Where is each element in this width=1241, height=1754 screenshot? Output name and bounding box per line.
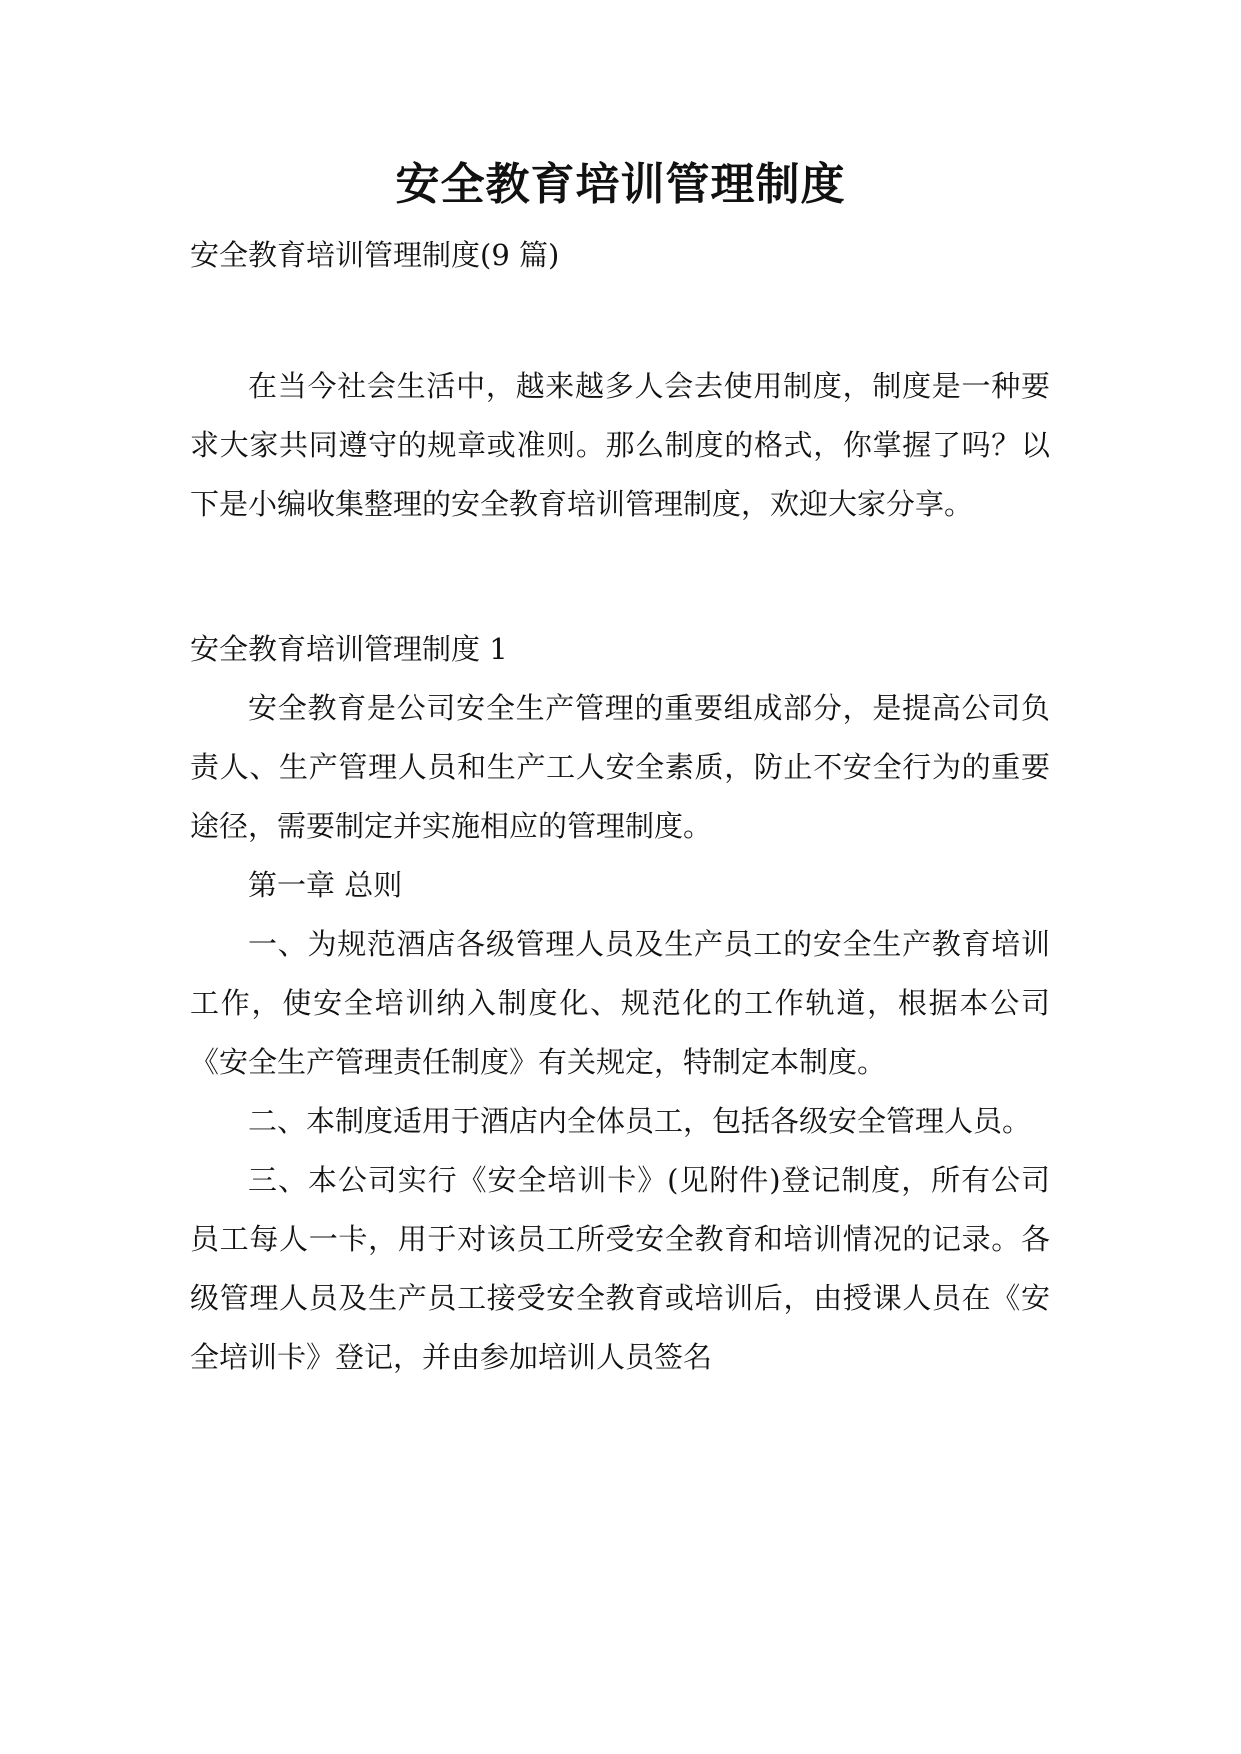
intro-paragraph: 在当今社会生活中，越来越多人会去使用制度，制度是一种要求大家共同遵守的规章或准则。那么制度的格式，你掌握了吗？以下是小编收集整理的安全教育培训管理制度，欢迎大家分享。 — [190, 369, 1050, 521]
document-title: 安全教育培训管理制度 — [395, 159, 846, 210]
paragraph-4: 三、本公司实行《安全培训卡》(见附件)登记制度，所有公司员工每人一卡，用于对该员工所受安全教育和培训情况的记录。各级管理人员及生产员工接受安全教育或培训后，由授课人员在《安全培训卡》登记，并由参加培训人员签名 — [190, 1163, 1050, 1374]
chapter-heading: 第一章 总则 — [248, 868, 403, 902]
paragraph-1: 安全教育是公司安全生产管理的重要组成部分，是提高公司负责人、生产管理人员和生产工人安全素质，防止不安全行为的重要途径，需要制定并实施相应的管理制度。 — [190, 691, 1050, 843]
paragraph-2: 一、为规范酒店各级管理人员及生产员工的安全生产教育培训工作，使安全培训纳入制度化、规范化的工作轨道，根据本公司《安全生产管理责任制度》有关规定，特制定本制度。 — [190, 927, 1050, 1079]
document-subtitle: 安全教育培训管理制度(9 篇) — [190, 238, 560, 272]
paragraph-3: 二、本制度适用于酒店内全体员工，包括各级安全管理人员。 — [248, 1104, 1032, 1138]
section-heading: 安全教育培训管理制度 1 — [190, 632, 508, 666]
section-1 — [190, 620, 1050, 1387]
